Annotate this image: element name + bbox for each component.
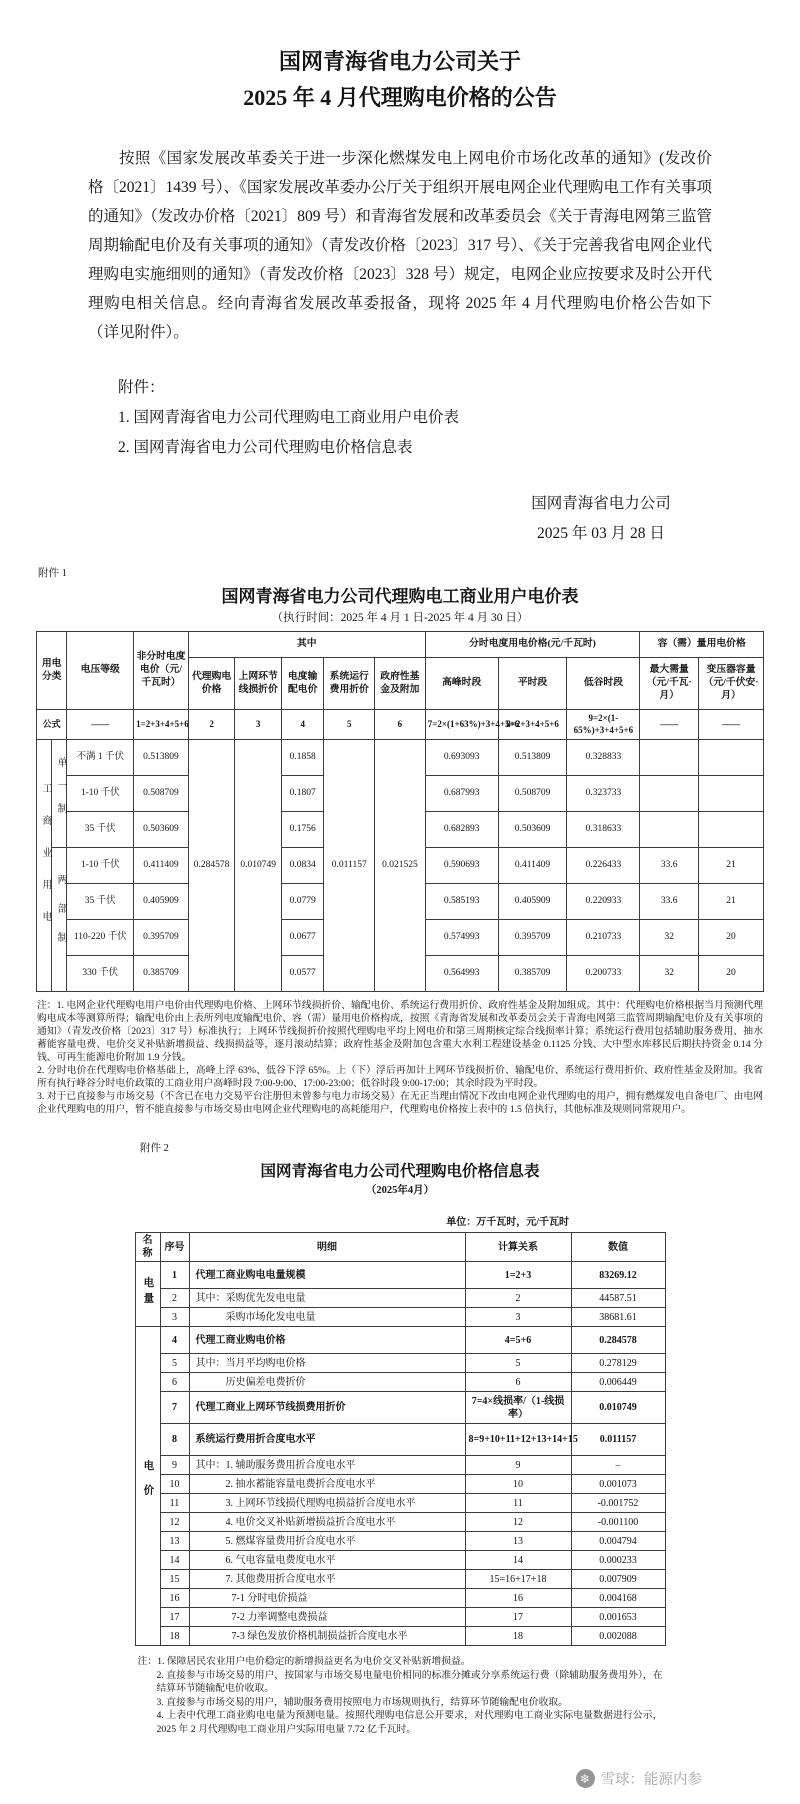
detail-cell: 代理工商业购电电量规模 <box>189 1262 465 1289</box>
price-table-annex1 <box>36 631 764 992</box>
header-cell: 序号 <box>160 1233 189 1262</box>
formula-cell: 8=2+3+4+5+6 <box>498 710 567 740</box>
table2-notes <box>138 1655 663 1736</box>
price-cell <box>699 740 764 776</box>
header-cell: 容（需）量用电价格 <box>640 632 764 658</box>
value-cell: 83269.12 <box>571 1262 665 1289</box>
page-title <box>0 0 800 116</box>
detail-cell: 历史偏差电费折价 <box>189 1373 465 1392</box>
header-cell: 电压等级 <box>67 632 134 710</box>
price-cell: 32 <box>640 956 699 992</box>
calc-cell: 15=16+17+18 <box>465 1570 571 1589</box>
value-cell: 0.001653 <box>571 1608 665 1627</box>
detail-cell: 代理工商业上网环节线损费用折价 <box>189 1392 465 1424</box>
header-cell: 低谷时段 <box>567 658 640 710</box>
price-cell: 0.385709 <box>134 956 189 992</box>
price-cell: 0.405909 <box>134 884 189 920</box>
annex1-label: 附件 1 <box>38 568 67 579</box>
snowball-logo-icon: ❄ <box>576 1769 595 1788</box>
formula-cell: 4 <box>281 710 324 740</box>
price-cell: 0.513809 <box>134 740 189 776</box>
price-cell: 0.021525 <box>375 740 426 992</box>
header-cell: 用电分类 <box>37 632 67 710</box>
calc-cell: 1=2+3 <box>465 1262 571 1289</box>
calc-cell: 4=5+6 <box>465 1327 571 1354</box>
calc-cell: 2 <box>465 1289 571 1308</box>
voltage-cell: 330 千伏 <box>67 956 134 992</box>
price-cell: 21 <box>699 848 764 884</box>
calc-cell: 3 <box>465 1308 571 1327</box>
value-cell: 0.284578 <box>571 1327 665 1354</box>
price-cell: 0.210733 <box>567 920 640 956</box>
formula-cell: 5 <box>324 710 375 740</box>
price-cell: 0.508709 <box>498 776 567 812</box>
voltage-cell: 110-220 千伏 <box>67 920 134 956</box>
formula-cell: 1=2+3+4+5+6 <box>134 710 189 740</box>
price-cell: 0.0577 <box>281 956 324 992</box>
detail-cell: 其中：1. 辅助服务费用折合度电水平 <box>189 1456 465 1475</box>
price-cell: 33.6 <box>640 884 699 920</box>
calc-cell: 16 <box>465 1589 571 1608</box>
note-line: 注：1. 保障居民农业用户电价稳定的新增损益更名为电价交叉补贴新增损益。 <box>137 1656 471 1667</box>
attachment-item: 1. 国网青海省电力公司代理购电工商业用户电价表 <box>118 409 460 426</box>
note-line: 2. 分时电价在代理购电价格基础上，高峰上浮 63%、低谷下浮 65%。上（下）浮后再加计上网环节线损折价、输配电价、系统运行费用折价、政府性基金及附加。我省所有执行峰谷分时电价政策的工商业用户高峰时段 7:00-9:00、17:00-23:00；低谷时段 9:00-17:00；其余时段为平时段。 <box>37 1065 763 1089</box>
row-no: 12 <box>160 1513 189 1532</box>
group-label: 单一制 <box>55 756 67 826</box>
value-cell: 0.004794 <box>571 1532 665 1551</box>
signer-name: 国网青海省电力公司 <box>531 495 671 512</box>
attachments-list <box>118 373 712 463</box>
price-cell <box>640 812 699 848</box>
calc-cell: 10 <box>465 1475 571 1494</box>
calc-cell: 5 <box>465 1354 571 1373</box>
header-cell: 政府性基金及附加 <box>375 658 426 710</box>
calc-cell: 11 <box>465 1494 571 1513</box>
row-no: 14 <box>160 1551 189 1570</box>
row-no: 4 <box>160 1327 189 1354</box>
note-line: 2. 直接参与市场交易的用户，按国家与市场交易电量电价相同的标准分摊或分享系统运行费（除辅助服务费用外），在结算环节随输配电价收取。 <box>156 1669 663 1694</box>
header-cell: 数值 <box>571 1233 665 1262</box>
price-cell: 0.574993 <box>425 920 498 956</box>
calc-cell: 6 <box>465 1373 571 1392</box>
price-cell: 0.0834 <box>281 848 324 884</box>
detail-cell: 7-3 绿色发放价格机制损益折合度电水平 <box>189 1627 465 1646</box>
calc-cell: 18 <box>465 1627 571 1646</box>
header-cell: 明细 <box>189 1233 465 1262</box>
table2-title: 国网青海省电力公司代理购电价格信息表 <box>260 1163 540 1180</box>
header-cell: 代理购电价格 <box>188 658 235 710</box>
row-no: 3 <box>160 1308 189 1327</box>
header-cell: 其中 <box>188 632 425 658</box>
price-cell <box>699 776 764 812</box>
header-cell: 变压器容量（元/千伏安·月） <box>699 658 764 710</box>
watermark <box>576 1768 703 1789</box>
table1-title: 国网青海省电力公司代理购电工商业用户电价表 <box>221 587 579 606</box>
group-cell <box>52 740 67 848</box>
watermark-text: 雪球：能源内参 <box>600 1772 702 1788</box>
header-cell: 系统运行费用折价 <box>324 658 375 710</box>
voltage-cell: 1-10 千伏 <box>67 848 134 884</box>
price-cell: 0.010749 <box>235 740 282 992</box>
detail-cell: 代理工商业购电价格 <box>189 1327 465 1354</box>
value-cell: 0.007909 <box>571 1570 665 1589</box>
attachments-label: 附件： <box>118 379 165 396</box>
header-cell: 高峰时段 <box>425 658 498 710</box>
value-cell: -0.001100 <box>571 1513 665 1532</box>
note-line: 4. 上表中代理工商业购电电量为预测电量。按照代理购电信息公开要求，对代理购电工商业实际电量数据进行公示，2025 年 2 月代理购电工商业用户实际用电量 7.72 亿千瓦时。 <box>156 1710 663 1735</box>
calc-cell: 8=9+10+11+12+13+14+15 <box>465 1424 571 1456</box>
price-cell <box>640 776 699 812</box>
value-cell: 38681.61 <box>571 1308 665 1327</box>
price-cell: 0.411409 <box>134 848 189 884</box>
price-cell: 0.395709 <box>498 920 567 956</box>
price-cell: 0.503609 <box>498 812 567 848</box>
formula-cell: 2 <box>188 710 235 740</box>
group-cell <box>52 848 67 992</box>
formula-cell: —— <box>699 710 764 740</box>
price-cell: 0.0779 <box>281 884 324 920</box>
price-cell: 32 <box>640 920 699 956</box>
price-cell: 0.323733 <box>567 776 640 812</box>
group-cell <box>135 1327 160 1646</box>
calc-cell: 17 <box>465 1608 571 1627</box>
price-cell: 0.200733 <box>567 956 640 992</box>
price-cell: 0.0677 <box>281 920 324 956</box>
calc-cell: 13 <box>465 1532 571 1551</box>
title-line-1: 国网青海省电力公司关于 <box>278 49 521 74</box>
group-cell <box>37 740 52 992</box>
row-no: 1 <box>160 1262 189 1289</box>
detail-cell: 7. 其他费用折合度电水平 <box>189 1570 465 1589</box>
row-no: 8 <box>160 1424 189 1456</box>
price-cell: 0.220933 <box>567 884 640 920</box>
detail-cell: 6. 气电容量电费度电水平 <box>189 1551 465 1570</box>
calc-cell: 9 <box>465 1456 571 1475</box>
price-info-table-annex2 <box>135 1232 666 1646</box>
value-cell: 0.004168 <box>571 1589 665 1608</box>
value-cell: 44587.51 <box>571 1289 665 1308</box>
price-cell: 20 <box>699 920 764 956</box>
price-cell: 0.1858 <box>281 740 324 776</box>
price-cell: 0.318633 <box>567 812 640 848</box>
table2-subtitle: （2025年4月） <box>365 1185 435 1196</box>
voltage-cell: 35 千伏 <box>67 812 134 848</box>
price-cell: 0.385709 <box>498 956 567 992</box>
price-cell: 0.011157 <box>324 740 375 992</box>
calc-cell: 7=4×线损率/（1-线损率） <box>465 1392 571 1424</box>
row-no: 10 <box>160 1475 189 1494</box>
detail-cell: 7-2 力率调整电费损益 <box>189 1608 465 1627</box>
formula-cell: 7=2×(1+63%)+3+4+5+6 <box>425 710 498 740</box>
price-cell: 0.585193 <box>425 884 498 920</box>
price-cell: 0.687993 <box>425 776 498 812</box>
value-cell: -0.001752 <box>571 1494 665 1513</box>
price-cell: 0.693093 <box>425 740 498 776</box>
row-no: 5 <box>160 1354 189 1373</box>
price-cell <box>699 812 764 848</box>
row-no: 16 <box>160 1589 189 1608</box>
row-no: 15 <box>160 1570 189 1589</box>
voltage-cell: 不满 1 千伏 <box>67 740 134 776</box>
detail-cell: 其中：采购优先发电电量 <box>189 1289 465 1308</box>
price-cell: 0.395709 <box>134 920 189 956</box>
table2-unit-label: 单位：万千瓦时，元/千瓦时 <box>446 1217 569 1228</box>
header-cell: 最大需量（元/千瓦·月） <box>640 658 699 710</box>
header-cell: 非分时电度电价（元/千瓦时） <box>134 632 189 710</box>
calc-cell: 12 <box>465 1513 571 1532</box>
formula-cell: —— <box>640 710 699 740</box>
formula-cell: 9=2×(1-65%)+3+4+5+6 <box>567 710 640 740</box>
calc-cell: 14 <box>465 1551 571 1570</box>
price-cell: 0.405909 <box>498 884 567 920</box>
formula-cell: 3 <box>235 710 282 740</box>
header-cell: 平时段 <box>498 658 567 710</box>
group-label: 两部制 <box>55 873 67 961</box>
price-cell: 0.590693 <box>425 848 498 884</box>
voltage-cell: 1-10 千伏 <box>67 776 134 812</box>
group-label: 电价 <box>142 1459 154 1509</box>
detail-cell: 3. 上网环节线损代理购电损益折合度电水平 <box>189 1494 465 1513</box>
price-cell: 0.226433 <box>567 848 640 884</box>
group-label: 电量 <box>142 1276 154 1308</box>
price-cell: 0.503609 <box>134 812 189 848</box>
row-no: 6 <box>160 1373 189 1392</box>
price-cell: 0.1756 <box>281 812 324 848</box>
price-cell: 0.411409 <box>498 848 567 884</box>
header-cell: 上网环节线损折价 <box>235 658 282 710</box>
value-cell: 0.001073 <box>571 1475 665 1494</box>
row-no: 7 <box>160 1392 189 1424</box>
detail-cell: 采购市场化发电电量 <box>189 1308 465 1327</box>
note-line: 3. 直接参与市场交易的用户，辅助服务费用按照电力市场规则执行，结算环节随输配电价收取。 <box>156 1696 568 1708</box>
price-cell: 0.328833 <box>567 740 640 776</box>
detail-cell: 4. 电价交叉补贴新增损益折合度电水平 <box>189 1513 465 1532</box>
value-cell: 0.002088 <box>571 1627 665 1646</box>
price-cell: 21 <box>699 884 764 920</box>
note-line: 注：1. 电网企业代理购电用户电价由代理购电价格、上网环节线损折价、输配电价、系统运行费用折价、政府性基金及附加组成。其中：代理购电价格根据当月预测代理购电成本等测算所得；输配电价由上表所列电度输配电价、容（需）量用电价格构成，按照《青海省发展和改革委员会关于青海电网第三监管周期输配电价及有关事项的通知》（青发改价格〔2023〕317 号）标准执行；上网环节线损折价按照代理购电平均上网电价和第三周期核定综合线损率计算；系统运行费用包括辅助服务费用、抽水蓄能容量电费、电价交叉补贴新增损益、线损损益等，逐月滚动结算；政府性基金及附加包含重大水利工程建设基金 0.1125 分钱、大中型水库移民后期扶持资金 0.14 分钱、可再生能源电价附加 1.9 分钱。 <box>37 1000 763 1063</box>
signature-date: 2025 年 03 月 28 日 <box>537 525 665 542</box>
detail-cell: 其中：当月平均购电价格 <box>189 1354 465 1373</box>
row-no: 11 <box>160 1494 189 1513</box>
value-cell: – <box>571 1456 665 1475</box>
price-cell: 0.1807 <box>281 776 324 812</box>
price-cell: 0.513809 <box>498 740 567 776</box>
voltage-cell: 35 千伏 <box>67 884 134 920</box>
value-cell: 0.011157 <box>571 1424 665 1456</box>
annex2-label: 附件 2 <box>140 1143 169 1154</box>
header-cell: 电度输配电价 <box>281 658 324 710</box>
table1-subtitle: （执行时间：2025 年 4 月 1 日-2025 年 4 月 30 日） <box>271 612 529 624</box>
price-cell: 0.508709 <box>134 776 189 812</box>
header-cell: 分时电度用电价格(元/千瓦时) <box>425 632 640 658</box>
value-cell: 0.010749 <box>571 1392 665 1424</box>
row-no: 18 <box>160 1627 189 1646</box>
announcement-body: 按照《国家发展改革委关于进一步深化燃煤发电上网电价市场化改革的通知》(发改价格〔2021〕1439 号）、《国家发展改革委办公厅关于组织开展电网企业代理购电工作有关事项的通知》（发改办价格〔2021〕809 号）和青海省发展和改革委员会《关于青海电网第三监管周期输配电价及有关事项的通知》（青发改价格〔2023〕317 号）、《关于完善我省电网企业代理购电实施细则的通知》（青发改价格〔2023〕328 号）规定，电网企业应按要求及时公开代理购电相关信息。经向青海省发展改革委报备，现将 2025 年 4 月代理购电价格公告如下（详见附件）。 <box>88 150 712 341</box>
header-cell: 计算关系 <box>465 1233 571 1262</box>
price-cell: 20 <box>699 956 764 992</box>
header-cell: 名称 <box>135 1233 160 1262</box>
value-cell: 0.278129 <box>571 1354 665 1373</box>
group-cell <box>135 1262 160 1327</box>
price-cell: 0.284578 <box>188 740 235 992</box>
signature-block <box>486 489 716 549</box>
formula-cell: —— <box>67 710 134 740</box>
row-no: 13 <box>160 1532 189 1551</box>
table1-notes <box>37 999 763 1116</box>
price-cell: 0.682893 <box>425 812 498 848</box>
price-cell <box>640 740 699 776</box>
row-no: 17 <box>160 1608 189 1627</box>
attachment-item: 2. 国网青海省电力公司代理购电价格信息表 <box>118 439 413 456</box>
group-label: 工商业用电 <box>40 783 51 944</box>
note-line: 3. 对于已直接参与市场交易（不含已在电力交易平台注册但未曾参与电力市场交易）在无正当理由情况下改由电网企业代理购电的用户，拥有燃煤发电自备电厂、由电网企业代理购电的用户，暂不能直接参与市场交易由电网企业代理购电的高耗能用户，代理购电价格按上表中的 1.5 倍执行，其他标准及规则同常规用户。 <box>37 1091 763 1115</box>
title-line-2: 2025 年 4 月代理购电价格的公告 <box>243 85 557 110</box>
row-no: 2 <box>160 1289 189 1308</box>
detail-cell: 2. 抽水蓄能容量电费折合度电水平 <box>189 1475 465 1494</box>
value-cell: 0.006449 <box>571 1373 665 1392</box>
detail-cell: 7-1 分时电价损益 <box>189 1589 465 1608</box>
formula-cell: 6 <box>375 710 426 740</box>
row-no: 9 <box>160 1456 189 1475</box>
formula-cell: 公式 <box>37 710 67 740</box>
detail-cell: 5. 燃煤容量费用折合度电水平 <box>189 1532 465 1551</box>
price-cell: 0.564993 <box>425 956 498 992</box>
value-cell: 0.000233 <box>571 1551 665 1570</box>
detail-cell: 系统运行费用折合度电水平 <box>189 1424 465 1456</box>
price-cell: 33.6 <box>640 848 699 884</box>
